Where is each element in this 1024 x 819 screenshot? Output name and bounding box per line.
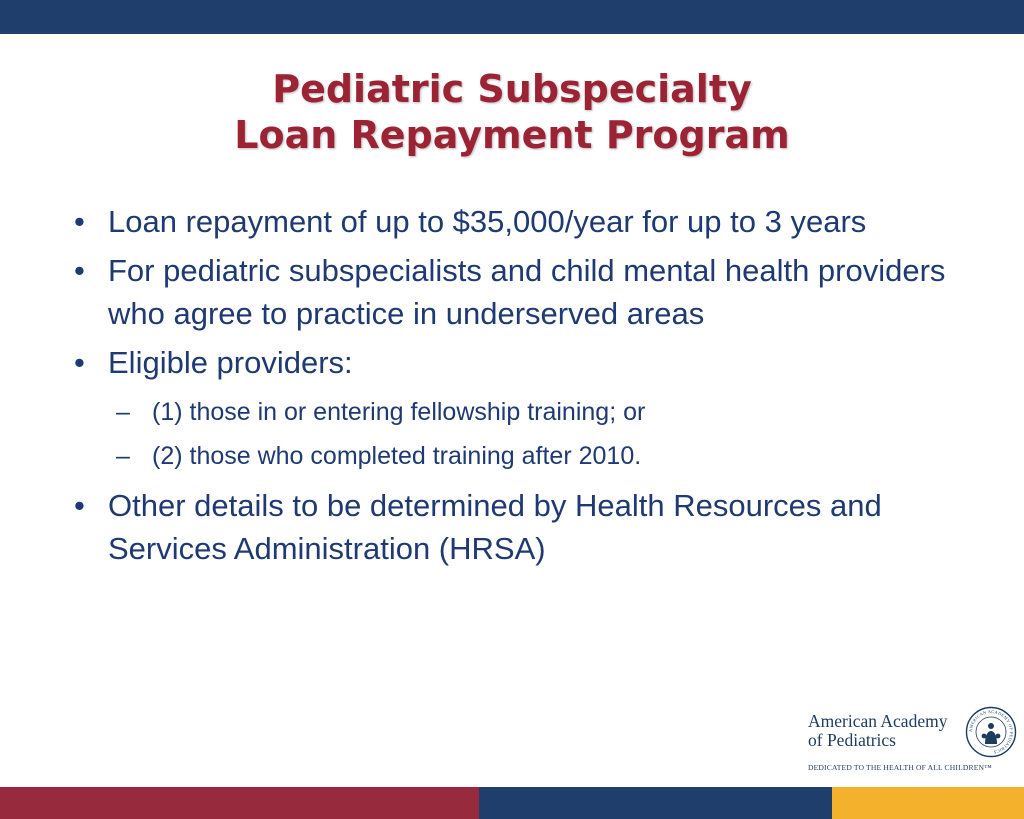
- bullet-item: [74, 341, 954, 384]
- logo-name: [808, 712, 947, 750]
- seal-ring-text: AMERICAN ACADEMY OF PEDIATRICS: [967, 708, 1015, 755]
- logo-name-line-1: American Academy: [808, 711, 948, 731]
- bullet-text: Other details to be determined by Health Resources and Services Administration (HRSA): [108, 488, 882, 566]
- bullet-dot-icon: •: [74, 253, 85, 288]
- bottom-navy-bar: [479, 787, 832, 819]
- sub-bullet-list: [74, 390, 954, 478]
- slide-content: [74, 200, 954, 576]
- logo-name-line-2: of Pediatrics: [808, 730, 896, 750]
- bottom-gold-bar: [832, 787, 1024, 819]
- bullet-item: [74, 200, 954, 243]
- bullet-dot-icon: •: [74, 345, 85, 380]
- sub-bullet-text: (2) those who completed training after 2010.: [152, 442, 642, 470]
- bullet-dot-icon: •: [74, 488, 85, 523]
- sub-bullet-text: (1) those in or entering fellowship training; or: [152, 398, 646, 426]
- aap-seal-icon: [965, 706, 1017, 758]
- aap-logo: [808, 704, 1018, 776]
- bullet-item: [74, 484, 954, 570]
- bullet-dot-icon: •: [74, 204, 85, 239]
- dash-icon: –: [116, 398, 130, 426]
- bullet-item: [74, 249, 954, 335]
- sub-bullet-item: [74, 434, 954, 478]
- dash-icon: –: [116, 442, 130, 470]
- title-line-2: Loan Repayment Program: [234, 113, 790, 157]
- logo-tagline: DEDICATED TO THE HEALTH OF ALL CHILDREN™: [808, 763, 992, 772]
- top-navy-bar: [0, 0, 1024, 34]
- bottom-maroon-bar: [0, 787, 479, 819]
- bullet-text: Eligible providers:: [108, 345, 353, 380]
- title-line-1: Pediatric Subspecialty: [272, 67, 752, 111]
- slide-title: [0, 66, 1024, 158]
- bullet-text: Loan repayment of up to $35,000/year for up to 3 years: [108, 204, 867, 239]
- bullet-text: For pediatric subspecialists and child mental health providers who agree to practice in underserved areas: [108, 253, 946, 331]
- sub-bullet-item: [74, 390, 954, 434]
